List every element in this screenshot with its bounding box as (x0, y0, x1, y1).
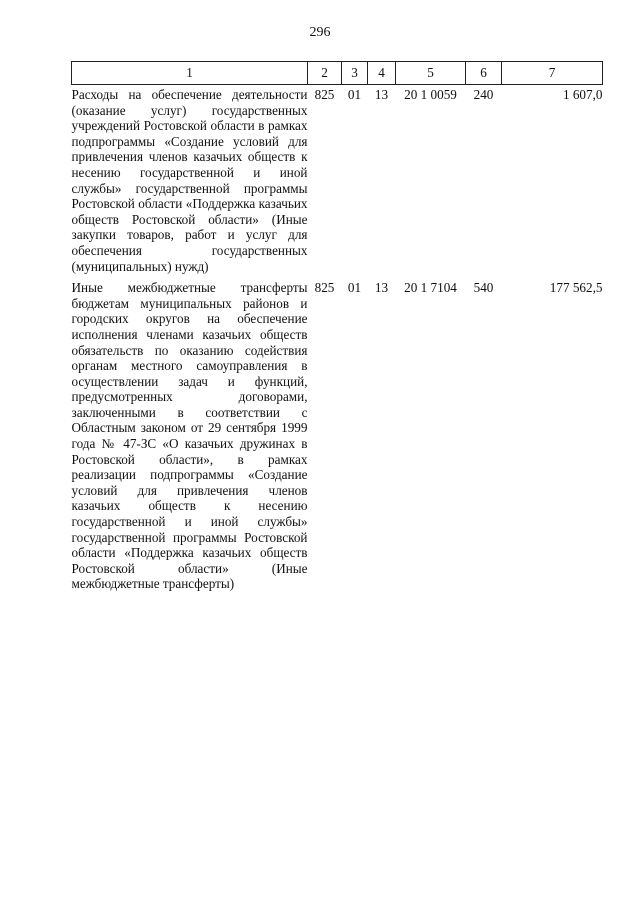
row-section-code: 01 (347, 87, 362, 102)
column-header-5: 5 (396, 62, 466, 85)
budget-table (71, 61, 603, 592)
column-header-7: 7 (502, 62, 603, 85)
page-number: 296 (309, 25, 331, 40)
row-ministry-code: 825 (314, 280, 335, 296)
column-header-6: 6 (466, 62, 502, 85)
table-row (72, 85, 603, 279)
column-header-2: 2 (308, 62, 342, 85)
column-header-3: 3 (342, 62, 368, 85)
row-amount: 177 562,5 (549, 280, 603, 296)
row-ministry-code: 825 (314, 87, 335, 102)
row-section-code: 01 (347, 280, 362, 296)
row-target-article: 20 1 0059 (404, 87, 457, 102)
row-expense-type: 240 (473, 87, 494, 102)
row-amount: 1 607,0 (562, 87, 603, 102)
table-header-row (72, 62, 603, 85)
column-header-1: 1 (72, 62, 308, 85)
table-row (72, 278, 603, 592)
column-header-4: 4 (368, 62, 396, 85)
row-subsection-code: 13 (374, 87, 389, 102)
row-target-article: 20 1 7104 (404, 280, 457, 296)
row-description: Иные межбюджетные трансферты бюджетам муниципальных районов и городских округов на обеспечение исполнения членами казачьих обществ обязательств по оказанию содействия органам местного самоуправления в осуществлении задач и функций, предусмотренных договорами, заключенными в соответствии с Областным законом от 29 сентября 1999 года № 47-ЗС «О казачьих дружинах в Ростовской области», в рамках реализации подпрограммы «Создание условий для привлечения членов казачьих обществ к несению государственной и иной службы» государственной программы Ростовской области «Поддержка казачьих обществ Ростовской области» (Иные межбюджетные трансферты) (71, 280, 308, 592)
row-description: Расходы на обеспечение деятельности (оказание услуг) государственных учреждений Ростовской области в рамках подпрограммы «Создание условий для привлечения членов казачьих обществ к несению государственной и иной службы» государственной программы Ростовской области «Поддержка казачьих обществ Ростовской области» (Иные закупки товаров, работ и услуг для обеспечения государственных (муниципальных) нужд) (71, 87, 308, 274)
row-subsection-code: 13 (374, 280, 389, 296)
row-expense-type: 540 (473, 280, 494, 296)
